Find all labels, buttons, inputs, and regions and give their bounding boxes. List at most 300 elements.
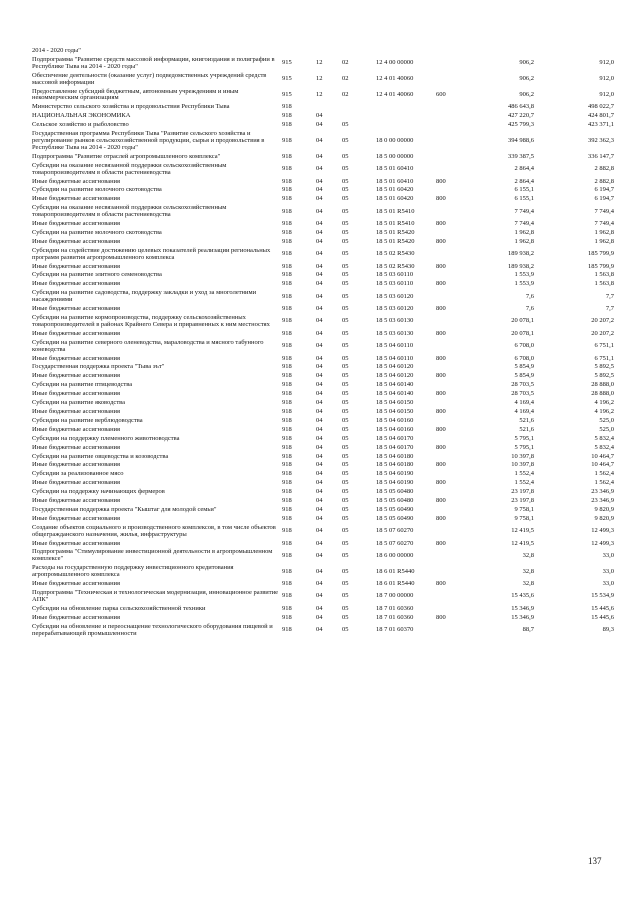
row-amount-a: 9 758,1 (514, 505, 534, 513)
row-section-code: 04 (316, 443, 323, 451)
row-name: Субсидии на развитие садоводства, поддержку закладки и уход за многолетними насаждениями (32, 289, 257, 304)
row-expense-type-code: 800 (436, 354, 446, 362)
row-amount-a: 427 220,7 (508, 112, 534, 120)
row-amount-a: 5 854,9 (514, 372, 534, 380)
row-amount-b: 912,0 (599, 75, 614, 83)
row-amount-a: 15 435,6 (511, 592, 534, 600)
row-expense-type-code: 800 (436, 372, 446, 380)
row-name: Обеспечение деятельности (оказание услуг) подведомственных учреждений средств массовой информации (32, 71, 267, 86)
row-ministry-code: 918 (282, 207, 292, 215)
row-amount-b: 498 022,7 (588, 103, 614, 111)
row-subsection-code: 05 (342, 177, 349, 185)
row-amount-b: 185 799,9 (588, 262, 614, 270)
row-subsection-code: 05 (342, 592, 349, 600)
row-amount-b: 9 820,9 (594, 505, 614, 513)
row-section-code: 04 (316, 488, 323, 496)
row-subsection-code: 05 (342, 527, 349, 535)
row-amount-b: 1 563,8 (594, 280, 614, 288)
row-name: Субсидии на развитие молочного скотоводства (32, 228, 162, 236)
row-name: Министерство сельского хозяйства и продовольствия Республики Тыва (32, 103, 230, 111)
row-amount-b: 423 371,1 (588, 121, 614, 129)
row-amount-a: 425 799,3 (508, 121, 534, 129)
row-amount-b: 7 749,4 (594, 207, 614, 215)
row-amount-b: 424 801,7 (588, 112, 614, 120)
row-expense-type-code: 800 (436, 329, 446, 337)
row-section-code: 04 (316, 539, 323, 547)
row-ministry-code: 918 (282, 416, 292, 424)
row-target-article-code: 18 5 03 60110 (376, 271, 414, 279)
row-section-code: 04 (316, 112, 323, 120)
row-amount-b: 4 196,2 (594, 399, 614, 407)
row-section-code: 04 (316, 305, 323, 313)
row-target-article-code: 18 5 05 60490 (376, 514, 414, 522)
row-section-code: 04 (316, 317, 323, 325)
budget-table-body (32, 48, 614, 639)
row-subsection-code: 05 (342, 452, 349, 460)
row-expense-type-code: 800 (436, 580, 446, 588)
row-section-code: 04 (316, 237, 323, 245)
row-subsection-code: 05 (342, 207, 349, 215)
row-amount-b: 185 799,9 (588, 250, 614, 258)
row-ministry-code: 918 (282, 228, 292, 236)
row-ministry-code: 915 (282, 90, 292, 98)
row-name: Иные бюджетные ассигнования (32, 280, 121, 288)
table-row (32, 131, 614, 154)
row-amount-a: 486 643,8 (508, 103, 534, 111)
row-name: Иные бюджетные ассигнования (32, 177, 121, 185)
row-target-article-code: 18 5 04 60150 (376, 407, 414, 415)
row-name: Субсидии на поддержку племенного животноводства (32, 434, 180, 442)
row-subsection-code: 05 (342, 390, 349, 398)
row-name: Создание объектов социального и производственного комплексов, в том числе объектов общегражданского назначения, жилья, инфраструктуры (32, 523, 276, 538)
row-target-article-code: 12 4 01 40060 (376, 75, 414, 83)
row-amount-b: 10 464,7 (591, 461, 614, 469)
row-amount-b: 28 888,0 (591, 381, 614, 389)
row-amount-a: 6 155,1 (514, 195, 534, 203)
row-target-article-code: 18 5 03 60110 (376, 280, 414, 288)
row-ministry-code: 918 (282, 425, 292, 433)
row-subsection-code: 05 (342, 488, 349, 496)
row-target-article-code: 18 5 04 60180 (376, 452, 414, 460)
row-section-code (316, 48, 342, 57)
row-ministry-code: 918 (282, 452, 292, 460)
row-name: Предоставление субсидий бюджетным, автономным учреждениям и иным некоммерческим организациям (32, 87, 239, 102)
row-name: Подпрограмма "Развитие отраслей агропромышленного комплекса" (32, 152, 221, 160)
row-section-code: 04 (316, 470, 323, 478)
row-amount-b: 2 882,8 (594, 165, 614, 173)
row-subsection-code: 05 (342, 195, 349, 203)
row-subsection-code: 05 (342, 416, 349, 424)
row-section-code: 04 (316, 220, 323, 228)
row-subsection-code: 05 (342, 470, 349, 478)
row-amount-a: 4 169,4 (514, 399, 534, 407)
row-amount-a: 88,7 (522, 626, 534, 634)
row-expense-type-code: 600 (436, 90, 446, 98)
row-target-article-code: 18 5 03 60130 (376, 329, 414, 337)
row-ministry-code: 918 (282, 399, 292, 407)
row-expense-type-code: 800 (436, 237, 446, 245)
row-section-code: 04 (316, 152, 323, 160)
table-row (32, 590, 614, 606)
row-expense-type-code (436, 248, 462, 264)
row-name: Иные бюджетные ассигнования (32, 372, 121, 380)
row-amount-b: 15 534,9 (591, 592, 614, 600)
row-section-code: 04 (316, 186, 323, 194)
row-target-article-code: 18 5 00 00000 (376, 152, 414, 160)
row-amount-a: 189 938,2 (508, 250, 534, 258)
row-name: Иные бюджетные ассигнования (32, 329, 121, 337)
row-expense-type-code (436, 549, 462, 565)
row-expense-type-code (436, 122, 462, 131)
row-amount-b: 5 832,4 (594, 434, 614, 442)
row-name: Государственная поддержка проекта "Кыштаг для молодой семьи" (32, 505, 217, 513)
row-amount-b: 912,0 (599, 59, 614, 67)
row-amount-b: 7,7 (605, 292, 614, 300)
row-target-article-code: 18 5 04 60170 (376, 443, 414, 451)
row-amount-a: 28 703,5 (511, 381, 534, 389)
row-section-code: 04 (316, 613, 323, 621)
row-name: Субсидии на развитие верблюдоводства (32, 416, 143, 424)
row-target-article-code (376, 48, 436, 57)
row-subsection-code: 05 (342, 228, 349, 236)
row-subsection-code: 05 (342, 136, 349, 144)
row-subsection-code: 05 (342, 461, 349, 469)
row-target-article-code: 18 5 01 60410 (376, 177, 414, 185)
table-row (32, 73, 614, 89)
row-subsection-code: 05 (342, 342, 349, 350)
row-section-code: 04 (316, 262, 323, 270)
row-ministry-code: 918 (282, 613, 292, 621)
row-subsection-code: 05 (342, 443, 349, 451)
row-target-article-code: 18 5 01 60410 (376, 165, 414, 173)
row-subsection-code: 05 (342, 551, 349, 559)
row-ministry-code (282, 48, 316, 57)
row-target-article-code: 18 7 01 60360 (376, 613, 414, 621)
row-target-article-code: 18 5 01 60420 (376, 195, 414, 203)
row-section-code: 04 (316, 381, 323, 389)
row-amount-a: 10 397,8 (511, 452, 534, 460)
row-ministry-code: 918 (282, 567, 292, 575)
row-amount-b: 2 882,8 (594, 177, 614, 185)
row-expense-type-code (436, 73, 462, 89)
row-subsection-code: 05 (342, 262, 349, 270)
row-target-article-code: 18 5 04 60140 (376, 381, 414, 389)
row-target-article-code: 18 5 04 60120 (376, 363, 414, 371)
row-amount-b: 5 892,5 (594, 372, 614, 380)
row-name: Иные бюджетные ассигнования (32, 443, 121, 451)
row-subsection-code: 05 (342, 613, 349, 621)
row-section-code: 04 (316, 461, 323, 469)
row-expense-type-code: 800 (436, 613, 446, 621)
row-amount-a: 15 346,9 (511, 604, 534, 612)
row-target-article-code: 18 6 01 R5440 (376, 567, 415, 575)
row-target-article-code (376, 122, 436, 131)
row-amount-b: 15 445,6 (591, 604, 614, 612)
row-subsection-code: 05 (342, 121, 349, 129)
row-section-code: 04 (316, 479, 323, 487)
row-expense-type-code (436, 205, 462, 221)
row-subsection-code: 02 (342, 59, 349, 67)
row-ministry-code: 918 (282, 262, 292, 270)
row-expense-type-code (436, 624, 462, 640)
row-amount-b: 28 888,0 (591, 390, 614, 398)
budget-table (32, 48, 614, 639)
row-ministry-code: 918 (282, 363, 292, 371)
row-section-code: 12 (316, 75, 323, 83)
row-name: Иные бюджетные ассигнования (32, 237, 121, 245)
row-expense-type-code (436, 113, 462, 122)
row-subsection-code: 05 (342, 292, 349, 300)
row-amount-a: 7,6 (525, 305, 534, 313)
row-expense-type-code: 800 (436, 262, 446, 270)
row-ministry-code: 918 (282, 237, 292, 245)
row-target-article-code: 18 7 01 60360 (376, 604, 414, 612)
row-name: Иные бюджетные ассигнования (32, 514, 121, 522)
row-name: Государственная программа Республики Тыва "Развитие сельского хозяйства и регулирование рынков сельскохозяйственной продукции, сырья и продовольствия в Республике Тыва на 2014 - 2020 годы" (32, 130, 265, 151)
row-name: Подпрограмма "Стимулирование инвестиционной деятельности в агропромышленном комплексе" (32, 548, 273, 563)
row-amount-b: 15 445,6 (591, 613, 614, 621)
row-subsection-code: 05 (342, 497, 349, 505)
row-expense-type-code (436, 163, 462, 179)
row-section-code: 04 (316, 514, 323, 522)
row-section-code: 04 (316, 342, 323, 350)
row-section-code: 04 (316, 551, 323, 559)
row-section-code: 04 (316, 505, 323, 513)
row-section-code: 04 (316, 292, 323, 300)
row-name: Иные бюджетные ассигнования (32, 497, 121, 505)
row-target-article-code: 12 4 00 00000 (376, 59, 414, 67)
row-ministry-code: 918 (282, 317, 292, 325)
row-amount-b: 89,3 (602, 626, 614, 634)
row-ministry-code: 918 (282, 305, 292, 313)
row-amount-b: 20 207,2 (591, 329, 614, 337)
row-section-code: 12 (316, 90, 323, 98)
row-section-code: 04 (316, 580, 323, 588)
row-name: Субсидии на оказание несвязанной поддержки сельскохозяйственным товаропроизводителям в области растениеводства (32, 204, 227, 219)
row-expense-type-code: 800 (436, 177, 446, 185)
row-name: Субсидии на развитие северного оленеводства, мараловодства и мясного табунного коневодства (32, 338, 264, 353)
row-amount-b: 12 499,3 (591, 527, 614, 535)
row-subsection-code: 05 (342, 237, 349, 245)
table-row (32, 57, 614, 73)
row-target-article-code: 18 5 05 60480 (376, 488, 414, 496)
row-amount-a: 339 387,5 (508, 152, 534, 160)
table-row (32, 205, 614, 221)
row-subsection-code: 05 (342, 434, 349, 442)
row-name: Субсидии на развитие овцеводства и козоводства (32, 452, 169, 460)
row-name: Иные бюджетные ассигнования (32, 613, 121, 621)
row-amount-a: 5 854,9 (514, 363, 534, 371)
row-amount-b: 1 962,8 (594, 228, 614, 236)
row-amount-a: 5 795,1 (514, 434, 534, 442)
row-ministry-code: 918 (282, 505, 292, 513)
row-section-code: 04 (316, 390, 323, 398)
row-expense-type-code (436, 525, 462, 541)
row-expense-type-code (436, 315, 462, 331)
row-section-code: 04 (316, 407, 323, 415)
row-name: Иные бюджетные ассигнования (32, 539, 121, 547)
row-expense-type-code: 800 (436, 497, 446, 505)
row-expense-type-code: 800 (436, 220, 446, 228)
row-section-code: 04 (316, 228, 323, 236)
row-amount-b: 7,7 (605, 305, 614, 313)
row-amount-a: 394 988,6 (508, 136, 534, 144)
row-expense-type-code: 800 (436, 479, 446, 487)
row-name: Субсидии на развитие птицеводства (32, 381, 133, 389)
row-subsection-code: 05 (342, 280, 349, 288)
row-name: Иные бюджетные ассигнования (32, 262, 121, 270)
row-target-article-code: 12 4 01 40060 (376, 90, 414, 98)
row-target-article-code: 18 5 03 60120 (376, 305, 414, 313)
row-target-article-code: 18 5 01 R5420 (376, 237, 415, 245)
row-amount-b: 7 749,4 (594, 220, 614, 228)
row-amount-a: 1 552,4 (514, 470, 534, 478)
row-amount-b: 12 499,3 (591, 539, 614, 547)
row-name: Подпрограмма "Техническая и технологическая модернизация, инновационное развитие АПК" (32, 589, 278, 603)
row-ministry-code: 918 (282, 461, 292, 469)
row-ministry-code: 918 (282, 103, 292, 111)
row-amount-a: 4 169,4 (514, 407, 534, 415)
row-name: Иные бюджетные ассигнования (32, 407, 121, 415)
row-amount-a: 9 758,1 (514, 514, 534, 522)
row-target-article-code: 18 5 04 60170 (376, 434, 414, 442)
row-section-code: 04 (316, 527, 323, 535)
row-name: Субсидии на поддержку начинающих фермеров (32, 488, 165, 496)
row-subsection-code: 05 (342, 580, 349, 588)
row-amount-b: 33,0 (602, 567, 614, 575)
row-expense-type-code: 800 (436, 461, 446, 469)
row-target-article-code: 18 5 04 60160 (376, 416, 414, 424)
row-name: 2014 - 2020 годы" (32, 47, 81, 54)
row-target-article-code: 18 5 04 60140 (376, 390, 414, 398)
row-amount-b: 525,0 (599, 416, 614, 424)
row-name: Субсидии на содействие достижению целевых показателей реализации региональных программ развития агропромышленного комплекса (32, 246, 271, 261)
row-section-code: 04 (316, 207, 323, 215)
row-amount-b: 1 962,8 (594, 237, 614, 245)
table-row (32, 549, 614, 565)
row-section-code: 04 (316, 250, 323, 258)
row-amount-a: 20 078,1 (511, 329, 534, 337)
row-ministry-code: 918 (282, 443, 292, 451)
row-amount-a: 6 708,0 (514, 354, 534, 362)
row-amount-a: 15 346,9 (511, 613, 534, 621)
row-name: Государственная поддержка проекта "Тыва эът" (32, 363, 165, 371)
row-target-article-code: 18 5 03 60120 (376, 292, 414, 300)
row-subsection-code: 05 (342, 505, 349, 513)
row-expense-type-code: 800 (436, 443, 446, 451)
row-target-article-code: 18 5 02 R5430 (376, 250, 415, 258)
row-name: Иные бюджетные ассигнования (32, 479, 121, 487)
row-amount-a: 1 553,9 (514, 280, 534, 288)
row-name: Субсидии на развитие элитного семеноводства (32, 271, 162, 279)
row-amount-b: 1 562,4 (594, 479, 614, 487)
row-subsection-code: 02 (342, 75, 349, 83)
row-subsection-code: 05 (342, 271, 349, 279)
row-section-code: 04 (316, 363, 323, 371)
table-row (32, 248, 614, 264)
row-amount-b: 5 832,4 (594, 443, 614, 451)
row-subsection-code: 05 (342, 604, 349, 612)
row-expense-type-code: 800 (436, 195, 446, 203)
row-subsection-code: 05 (342, 165, 349, 173)
row-expense-type-code (436, 290, 462, 306)
row-expense-type-code: 800 (436, 390, 446, 398)
row-ministry-code: 918 (282, 434, 292, 442)
row-name: НАЦИОНАЛЬНАЯ ЭКОНОМИКА (32, 112, 131, 120)
row-ministry-code: 918 (282, 381, 292, 389)
row-target-article-code: 18 6 01 R5440 (376, 580, 415, 588)
row-name: Субсидии на обновление парка сельскохозяйственной техники (32, 604, 206, 612)
row-amount-a: 7 749,4 (514, 207, 534, 215)
row-name: Подпрограмма "Развитие средств массовой информации, книгоиздания и полиграфии в Республике Тыва на 2014 - 2020 годы" (32, 55, 275, 70)
row-expense-type-code (436, 104, 462, 113)
row-amount-b: 392 362,3 (588, 136, 614, 144)
row-subsection-code: 02 (342, 90, 349, 98)
row-ministry-code: 918 (282, 470, 292, 478)
row-ministry-code: 918 (282, 329, 292, 337)
row-amount-a: 32,8 (522, 551, 534, 559)
row-name: Иные бюджетные ассигнования (32, 220, 121, 228)
row-section-code: 04 (316, 567, 323, 575)
row-section-code: 04 (316, 416, 323, 424)
row-ministry-code: 918 (282, 165, 292, 173)
row-target-article-code: 18 5 02 R5430 (376, 262, 415, 270)
row-expense-type-code: 800 (436, 407, 446, 415)
row-ministry-code: 918 (282, 488, 292, 496)
row-section-code: 04 (316, 592, 323, 600)
row-section-code: 04 (316, 136, 323, 144)
row-target-article-code: 18 5 04 60180 (376, 461, 414, 469)
row-ministry-code: 918 (282, 527, 292, 535)
row-amount-a (462, 48, 534, 57)
row-amount-a: 189 938,2 (508, 262, 534, 270)
row-target-article-code: 18 5 07 60270 (376, 539, 414, 547)
row-amount-a: 906,2 (519, 75, 534, 83)
row-ministry-code: 918 (282, 177, 292, 185)
row-subsection-code: 05 (342, 317, 349, 325)
row-amount-b: 33,0 (602, 580, 614, 588)
row-amount-b: 6 751,1 (594, 354, 614, 362)
table-row (32, 89, 614, 105)
row-target-article-code: 18 5 07 60270 (376, 527, 414, 535)
row-amount-b: 525,0 (599, 425, 614, 433)
row-subsection-code: 05 (342, 539, 349, 547)
row-amount-a: 1 552,4 (514, 479, 534, 487)
row-ministry-code: 918 (282, 112, 292, 120)
row-amount-a: 10 397,8 (511, 461, 534, 469)
row-amount-b: 6 194,7 (594, 195, 614, 203)
row-target-article-code: 18 0 00 00000 (376, 136, 414, 144)
table-row (32, 315, 614, 331)
table-row (32, 163, 614, 179)
row-section-code: 04 (316, 177, 323, 185)
row-target-article-code: 18 5 01 R5410 (376, 220, 415, 228)
row-section-code: 04 (316, 452, 323, 460)
row-amount-b: 912,0 (599, 90, 614, 98)
row-section-code: 04 (316, 604, 323, 612)
row-amount-b: 6 751,1 (594, 342, 614, 350)
row-amount-b: 20 207,2 (591, 317, 614, 325)
row-target-article-code (376, 113, 436, 122)
row-amount-a: 28 703,5 (511, 390, 534, 398)
row-expense-type-code (436, 48, 462, 57)
row-section-code: 04 (316, 354, 323, 362)
row-ministry-code: 918 (282, 580, 292, 588)
row-target-article-code: 18 7 01 60370 (376, 626, 414, 634)
row-amount-b: 10 464,7 (591, 452, 614, 460)
row-target-article-code: 18 5 04 60190 (376, 479, 414, 487)
row-name: Субсидии на развитие молочного скотоводства (32, 186, 162, 194)
